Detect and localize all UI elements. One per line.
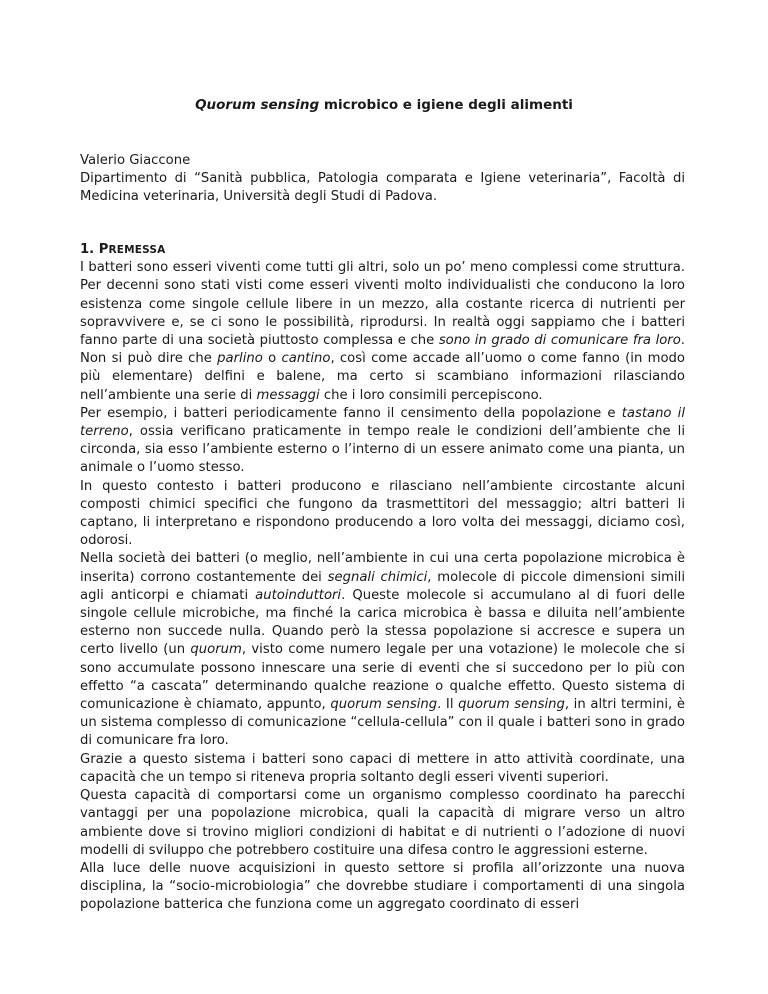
paragraph-2 <box>80 405 685 478</box>
paragraph-3: In questo contesto i batteri producono e rilasciano nell’ambiente circostante alcuni composti chimici specifici che fungono da trasmettitori del messaggio; altri batteri li captano, li interpretano e rispondono producendo a loro volta dei messaggi, diciamo così, odorosi. <box>80 478 685 549</box>
author-name: Valerio Giaccone <box>80 153 191 168</box>
section-number: 1. P <box>80 242 109 257</box>
p1-italic-h: messaggi <box>256 387 320 403</box>
paragraph-6: Questa capacità di comportarsi come un organismo complesso coordinato ha parecchi vantaggi per una popolazione microbica, quali la capacità di migrare verso un altro ambiente dove si trovino migliori condizioni di habitat e di nutrienti o l’adozione di nuovi modelli di sviluppo che potrebbero costituire una difesa contro le aggressioni esterne. <box>80 788 685 858</box>
p4-italic-h: quorum sensing <box>330 697 438 713</box>
p1-text-g: , così come accade all’uomo o come fanno (in modo più elementare) delfini e balene, ma certo si scambiano informazioni rilasciando nell’ambiente una serie di <box>80 351 685 403</box>
section-title: REMESSA <box>108 244 166 256</box>
paragraph-7: Alla luce delle nuove acquisizioni in questo settore si profila all’orizzonte una nuova disciplina, la “socio-microbiologia” che dovrebbe studiare i comportamenti di una singola popolazione batterica che funziona come un aggregato coordinato di esseri <box>80 860 685 913</box>
p1-italic-b: sono in grado di comunicare fra loro <box>438 333 681 349</box>
p4-text-g: , visto come numero legale per una votazione) le molecole che si sono accumulate possono innescare una serie di eventi che si succedono per lo più con effetto “a cascata” determinando qualche reazione o qualche effetto. Questo sistema di comunicazione è chiamato, appunto, <box>80 642 685 713</box>
p4-text-i: . Il <box>437 697 459 713</box>
p1-text-e: o <box>262 351 282 367</box>
p4-italic-d: autoinduttori <box>255 587 342 603</box>
p4-italic-b: segnali chimici <box>327 569 428 585</box>
p4-text-c: , molecole di piccole dimensioni simili agli anticorpi e chiamati <box>80 569 685 603</box>
document-body <box>80 241 685 915</box>
p4-italic-j: quorum sensing <box>458 697 565 713</box>
p4-text-e: . Queste molecole si accumulano al di fuori delle singole cellule microbiche, ma finché la carica microbica è bassa e diluita nell’ambiente esterno non succede nulla. Quando però la stessa popolazione si accresce e supera un certo livello (un <box>80 587 686 658</box>
p1-text-a: I batteri sono esseri viventi come tutti gli altri, solo un po’ meno complessi come struttura. Per decenni sono stati visti come esseri viventi molto individualisti che conducono la loro esistenza come singole cellule libere in un mezzo, alla costante ricerca di nutrienti per sopravvivere e, se ci sono le possibilità, riprodursi. In realtà oggi sappiamo che i batteri fanno parte di una società piuttosto complessa e che <box>80 260 685 349</box>
title-rest: microbico e igiene degli alimenti <box>319 97 573 113</box>
paragraph-1 <box>80 259 685 405</box>
section-heading <box>80 241 685 259</box>
title-italic: Quorum sensing <box>195 97 320 113</box>
p1-italic-f: cantino <box>281 351 331 367</box>
p1-text-i: che i loro consimili percepiscono. <box>319 387 543 403</box>
p2-text-c: , ossia verificano praticamente in tempo reale le condizioni dell’ambiente che li circonda, sia esso l’ambiente esterno o l’interno di un essere animato come una pianta, un animale o l’uomo stesso. <box>80 424 685 476</box>
paragraph-4 <box>80 550 685 750</box>
p1-italic-d: parlino <box>217 351 263 367</box>
p4-text-a: Nella società dei batteri (o meglio, nell’ambiente in cui una certa popolazione microbica è inserita) corrono costantemente dei <box>80 551 685 585</box>
author-affiliation: Dipartimento di “Sanità pubblica, Patologia comparata e Igiene veterinaria”, Facoltà di Medicina veterinaria, Università degli Studi di Padova. <box>80 171 685 205</box>
p2-italic-b: tastano il terreno <box>80 405 685 440</box>
p4-italic-f: quorum <box>190 642 242 658</box>
p2-text-a: Per esempio, i batteri periodicamente fanno il censimento della popolazione e <box>80 405 622 421</box>
paragraph-5: Grazie a questo sistema i batteri sono capaci di mettere in atto attività coordinate, una capacità che un tempo si riteneva propria soltanto degli esseri viventi superiori. <box>80 751 685 785</box>
p1-text-c: . Non si può dire che <box>80 333 685 367</box>
author-block <box>80 152 685 207</box>
document-title <box>0 96 768 114</box>
p4-text-k: , in altri termini, è un sistema complesso di comunicazione “cellula-cellula” con il quale i batteri sono in grado di comunicare fra loro. <box>80 697 685 749</box>
